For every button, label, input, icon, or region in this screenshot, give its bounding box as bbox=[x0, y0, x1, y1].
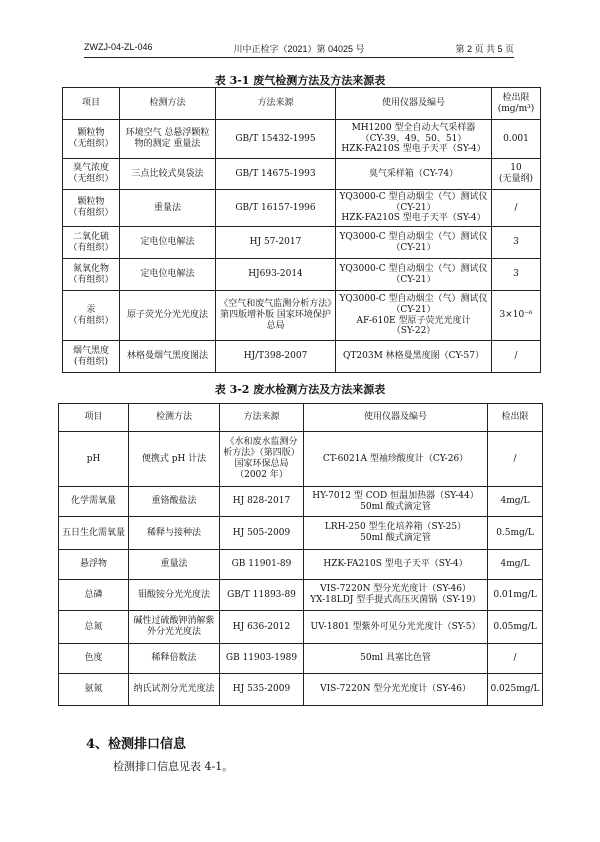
cell-source: GB/T 14675-1993 bbox=[216, 159, 336, 190]
header-limit: 检出限 bbox=[488, 404, 543, 432]
cell-method: 三点比较式臭袋法 bbox=[120, 159, 216, 190]
table1-header-row bbox=[63, 88, 541, 120]
cell-item: 氨氮 bbox=[59, 674, 129, 706]
table-row bbox=[63, 120, 541, 159]
cell-source: HJ 636-2012 bbox=[220, 611, 304, 644]
header-source: 方法来源 bbox=[220, 404, 304, 432]
cell-instrument: CT-6021A 型袖珍酸度计（CY-26） bbox=[304, 432, 488, 487]
cell-instrument: QT203M 林格曼黑度图（CY-57） bbox=[336, 341, 492, 373]
table-row bbox=[63, 190, 541, 227]
cell-instrument: YQ3000-C 型自动烟尘（气）测试仪（CY-21） HZK-FA210S 型电子天平（SY-4） bbox=[336, 190, 492, 227]
cell-limit: 0.001 bbox=[492, 120, 541, 159]
cell-method: 定电位电解法 bbox=[120, 259, 216, 291]
cell-instrument: YQ3000-C 型自动烟尘（气）测试仪（CY-21） bbox=[336, 227, 492, 259]
page-header bbox=[84, 40, 514, 56]
cell-method: 林格曼烟气黑度图法 bbox=[120, 341, 216, 373]
cell-limit: 0.5mg/L bbox=[488, 517, 543, 550]
cell-source: GB 11901-89 bbox=[220, 550, 304, 580]
table-row bbox=[63, 159, 541, 190]
cell-source: HJ/T398-2007 bbox=[216, 341, 336, 373]
page-number: 第 2 页 共 5 页 bbox=[455, 44, 514, 54]
cell-source: HJ 57-2017 bbox=[216, 227, 336, 259]
cell-instrument: 50ml 具塞比色管 bbox=[304, 644, 488, 674]
header-instrument: 使用仪器及编号 bbox=[304, 404, 488, 432]
cell-limit: 10 (无量纲) bbox=[492, 159, 541, 190]
table-row bbox=[63, 227, 541, 259]
header-source: 方法来源 bbox=[216, 88, 336, 120]
section-title: 4、检测排口信息 bbox=[86, 737, 187, 752]
cell-source: 《水和废水监测分析方法》（第四版）国家环保总局（2002 年） bbox=[220, 432, 304, 487]
cell-limit: 0.01mg/L bbox=[488, 580, 543, 611]
cell-item: 氮氧化物 （有组织） bbox=[63, 259, 120, 291]
cell-method: 稀释与接种法 bbox=[129, 517, 220, 550]
table2-title: 表 3-2 废水检测方法及方法来源表 bbox=[214, 383, 386, 396]
header-item: 项目 bbox=[63, 88, 120, 120]
cell-limit: / bbox=[492, 341, 541, 373]
cell-method: 钼酸铵分光光度法 bbox=[129, 580, 220, 611]
header-method: 检测方法 bbox=[120, 88, 216, 120]
cell-item: 颗粒物 （有组织） bbox=[63, 190, 120, 227]
cell-method: 稀释倍数法 bbox=[129, 644, 220, 674]
cell-source: HJ 505-2009 bbox=[220, 517, 304, 550]
cell-instrument: HZK-FA210S 型电子天平（SY-4） bbox=[304, 550, 488, 580]
table-row bbox=[59, 644, 543, 674]
cell-item: 二氧化硫 （有组织） bbox=[63, 227, 120, 259]
header-divider bbox=[84, 57, 514, 58]
cell-item: 烟气黑度 (有组织) bbox=[63, 341, 120, 373]
table-row bbox=[59, 580, 543, 611]
cell-instrument: MH1200 型全自动大气采样器 （CY-39、49、50、51） HZK-FA210S 型电子天平（SY-4） bbox=[336, 120, 492, 159]
table-row bbox=[63, 291, 541, 341]
cell-method: 碱性过硫酸钾消解紫外分光光度法 bbox=[129, 611, 220, 644]
table-row bbox=[59, 550, 543, 580]
header-limit-unit: (mg/m³) bbox=[497, 103, 535, 114]
cell-instrument: LRH-250 型生化培养箱（SY-25） 50ml 酸式滴定管 bbox=[304, 517, 488, 550]
cell-limit: / bbox=[488, 432, 543, 487]
exhaust-gas-methods-table bbox=[62, 87, 541, 373]
report-number: 川中正检字（2021）第 04025 号 bbox=[233, 44, 365, 54]
table-row bbox=[59, 517, 543, 550]
table-row bbox=[63, 259, 541, 291]
cell-item: 汞 （有组织） bbox=[63, 291, 120, 341]
cell-method: 重铬酸盐法 bbox=[129, 487, 220, 517]
cell-limit: 3×10⁻⁶ bbox=[492, 291, 541, 341]
cell-limit: 0.05mg/L bbox=[488, 611, 543, 644]
cell-item: 颗粒物 （无组织） bbox=[63, 120, 120, 159]
cell-method: 便携式 pH 计法 bbox=[129, 432, 220, 487]
cell-method: 重量法 bbox=[129, 550, 220, 580]
table-row bbox=[59, 674, 543, 706]
cell-instrument: VIS-7220N 型分光光度计（SY-46） bbox=[304, 674, 488, 706]
header-instrument: 使用仪器及编号 bbox=[336, 88, 492, 120]
cell-instrument: VIS-7220N 型分光光度计（SY-46） YX-18LDJ 型手提式高压灭菌锅（SY-19） bbox=[304, 580, 488, 611]
cell-instrument: 臭气采样箱（CY-74） bbox=[336, 159, 492, 190]
header-limit bbox=[492, 88, 541, 120]
cell-source: GB/T 15432-1995 bbox=[216, 120, 336, 159]
cell-source: GB/T 16157-1996 bbox=[216, 190, 336, 227]
cell-source: HJ693-2014 bbox=[216, 259, 336, 291]
cell-limit: / bbox=[488, 644, 543, 674]
cell-source: GB 11903-1989 bbox=[220, 644, 304, 674]
cell-item: pH bbox=[59, 432, 129, 487]
cell-item: 悬浮物 bbox=[59, 550, 129, 580]
cell-limit: / bbox=[492, 190, 541, 227]
table-row bbox=[63, 341, 541, 373]
header-limit-label: 检出限 bbox=[502, 92, 530, 103]
cell-source: 《空气和废气监测分析方法》第四版增补版 国家环境保护总局 bbox=[216, 291, 336, 341]
cell-item: 总磷 bbox=[59, 580, 129, 611]
cell-limit: 3 bbox=[492, 227, 541, 259]
cell-item: 臭气浓度 （无组织） bbox=[63, 159, 120, 190]
cell-source: GB/T 11893-89 bbox=[220, 580, 304, 611]
cell-method: 环境空气 总悬浮颗粒物的测定 重量法 bbox=[120, 120, 216, 159]
table2-header-row bbox=[59, 404, 543, 432]
table-row bbox=[59, 432, 543, 487]
cell-item: 五日生化需氧量 bbox=[59, 517, 129, 550]
cell-instrument: YQ3000-C 型自动烟尘（气）测试仪（CY-21） AF-610E 型原子荧光光度计 （SY-22） bbox=[336, 291, 492, 341]
cell-source: HJ 828-2017 bbox=[220, 487, 304, 517]
cell-method: 纳氏试剂分光光度法 bbox=[129, 674, 220, 706]
cell-item: 总氮 bbox=[59, 611, 129, 644]
cell-limit: 3 bbox=[492, 259, 541, 291]
header-item: 项目 bbox=[59, 404, 129, 432]
table-row bbox=[59, 611, 543, 644]
cell-limit: 0.025mg/L bbox=[488, 674, 543, 706]
cell-item: 化学需氧量 bbox=[59, 487, 129, 517]
header-method: 检测方法 bbox=[129, 404, 220, 432]
cell-limit: 4mg/L bbox=[488, 487, 543, 517]
doc-code: ZWZJ-04-ZL-046 bbox=[84, 42, 153, 52]
wastewater-methods-table bbox=[58, 403, 543, 706]
cell-method: 重量法 bbox=[120, 190, 216, 227]
cell-method: 定电位电解法 bbox=[120, 227, 216, 259]
cell-instrument: UV-1801 型紫外可见分光光度计（SY-5） bbox=[304, 611, 488, 644]
cell-instrument: HY-7012 型 COD 恒温加热器（SY-44） 50ml 酸式滴定管 bbox=[304, 487, 488, 517]
cell-source: HJ 535-2009 bbox=[220, 674, 304, 706]
table-row bbox=[59, 487, 543, 517]
cell-item: 色度 bbox=[59, 644, 129, 674]
cell-instrument: YQ3000-C 型自动烟尘（气）测试仪（CY-21） bbox=[336, 259, 492, 291]
section-text: 检测排口信息见表 4-1。 bbox=[113, 760, 234, 773]
table1-title: 表 3-1 废气检测方法及方法来源表 bbox=[214, 74, 386, 87]
cell-method: 原子荧光分光光度法 bbox=[120, 291, 216, 341]
cell-limit: 4mg/L bbox=[488, 550, 543, 580]
